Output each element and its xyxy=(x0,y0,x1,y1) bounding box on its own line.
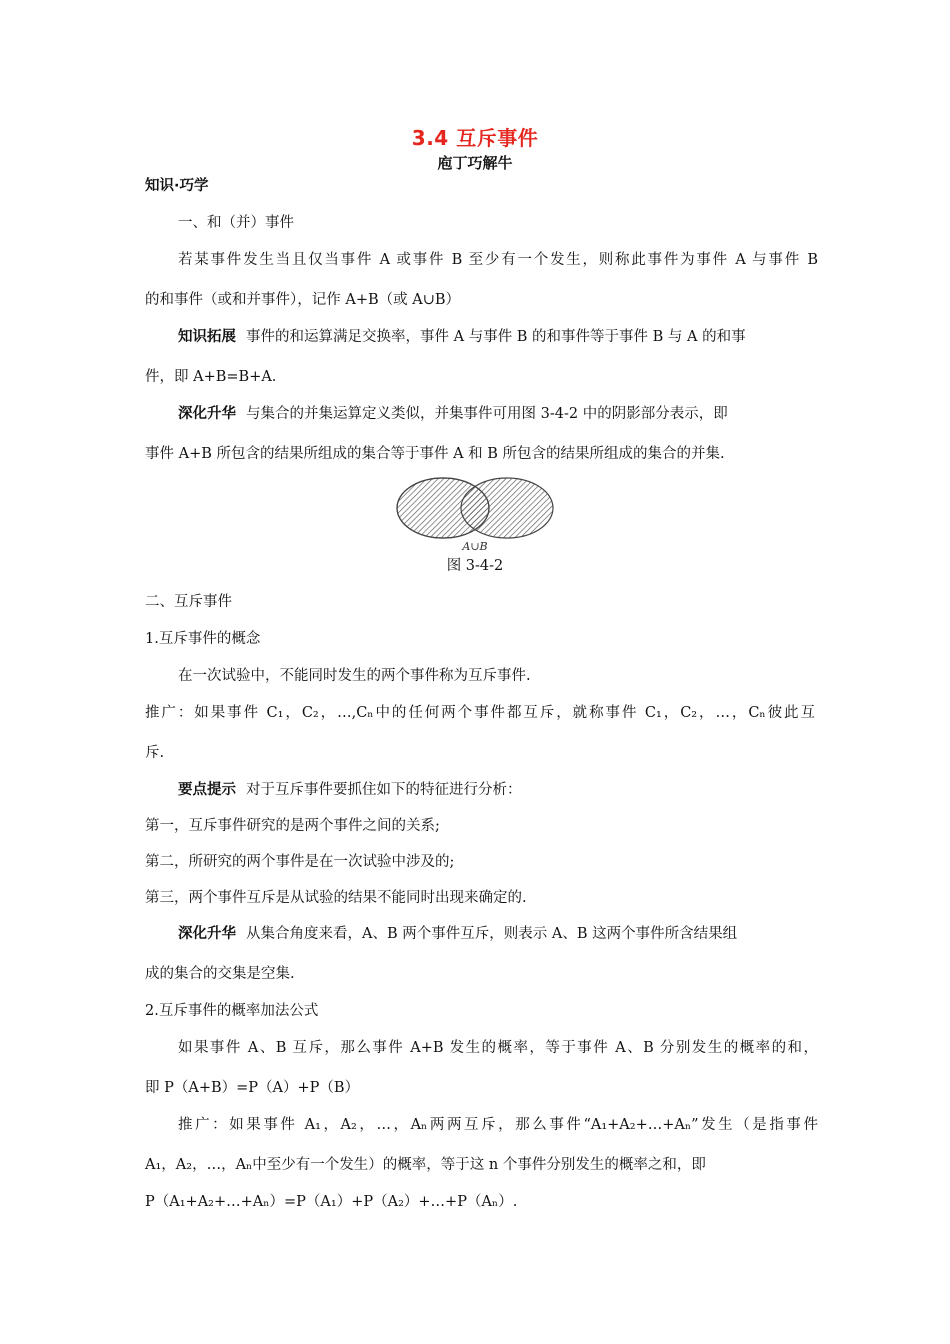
part2-subheading-addition: 2.互斥事件的概率加法公式 xyxy=(145,1003,319,1019)
knowledge-extension-text: 事件的和运算满足交换率，事件 A 与事件 B 的和事件等于事件 B 与 A 的和事 xyxy=(246,329,746,345)
addition-rule-line2: 即 P（A+B）=P（A）+P（B） xyxy=(145,1080,360,1096)
part1-definition-line2: 的和事件（或和并事件），记作 A+B（或 A∪B） xyxy=(145,292,461,308)
part2-deepening-line2: 成的集合的交集是空集. xyxy=(145,966,295,982)
part1-heading: 一、和（并）事件 xyxy=(178,215,294,231)
part1-extension-line2: 件，即 A+B=B+A. xyxy=(145,369,277,385)
part2-key-points xyxy=(178,779,818,801)
part1-extension xyxy=(178,326,818,348)
deepening-label: 深化升华 xyxy=(178,406,236,422)
part2-heading: 二、互斥事件 xyxy=(145,594,232,610)
addition-rule-line1: 如果事件 A、B 互斥，那么事件 A+B 发生的概率，等于事件 A、B 分别发生的概率的和， xyxy=(178,1040,818,1056)
section-label: 知识·巧学 xyxy=(145,178,209,194)
part2-deepening xyxy=(178,923,818,945)
deepening-label-2: 深化升华 xyxy=(178,926,236,942)
generalization2-line2: A₁，A₂，…，Aₙ中至少有一个发生）的概率，等于这 n 个事件分别发生的概率之和，即 xyxy=(145,1157,706,1173)
venn-label: A∪B xyxy=(462,540,488,553)
knowledge-extension-label: 知识拓展 xyxy=(178,329,236,345)
part2-concept: 在一次试验中，不能同时发生的两个事件称为互斥事件. xyxy=(178,668,531,684)
generalization2-line1: 推广：如果事件 A₁，A₂，…，Aₙ两两互斥，那么事件“A₁+A₂+…+Aₙ”发生（是指事件 xyxy=(178,1117,818,1133)
venn-diagram-union xyxy=(395,476,555,556)
part2-generalization-line1: 推广：如果事件 C₁，C₂，…,Cₙ中的任何两个事件都互斥，就称事件 C₁，C₂，…，Cₙ彼此互 xyxy=(145,705,815,721)
deepening-text: 与集合的并集运算定义类似，并集事件可用图 3-4-2 中的阴影部分表示，即 xyxy=(246,406,728,422)
key-point-2: 第二，所研究的两个事件是在一次试验中涉及的; xyxy=(145,854,455,870)
page-title: 3.4 互斥事件 xyxy=(411,126,539,150)
part2-generalization-line2: 斥. xyxy=(145,745,165,761)
part2-subheading-concept: 1.互斥事件的概念 xyxy=(145,631,261,647)
part1-definition-line1: 若某事件发生当且仅当事件 A 或事件 B 至少有一个发生，则称此事件为事件 A 与事件 B xyxy=(178,252,818,268)
generalization2-line3: P（A₁+A₂+…+Aₙ）=P（A₁）+P（A₂）+…+P（Aₙ）. xyxy=(145,1194,518,1210)
figure-caption: 图 3-4-2 xyxy=(446,558,504,574)
key-points-text: 对于互斥事件要抓住如下的特征进行分析： xyxy=(246,782,522,798)
page-subtitle: 庖丁巧解牛 xyxy=(437,154,513,172)
key-points-label: 要点提示 xyxy=(178,782,236,798)
key-point-3: 第三，两个事件互斥是从试验的结果不能同时出现来确定的. xyxy=(145,890,527,906)
key-point-1: 第一，互斥事件研究的是两个事件之间的关系; xyxy=(145,818,440,834)
deepening-text-2: 从集合角度来看，A、B 两个事件互斥，则表示 A、B 这两个事件所含结果组 xyxy=(246,926,738,942)
part1-deepening xyxy=(178,403,818,425)
part1-deepening-line2: 事件 A+B 所包含的结果所组成的集合等于事件 A 和 B 所包含的结果所组成的集合的并集. xyxy=(145,446,725,462)
